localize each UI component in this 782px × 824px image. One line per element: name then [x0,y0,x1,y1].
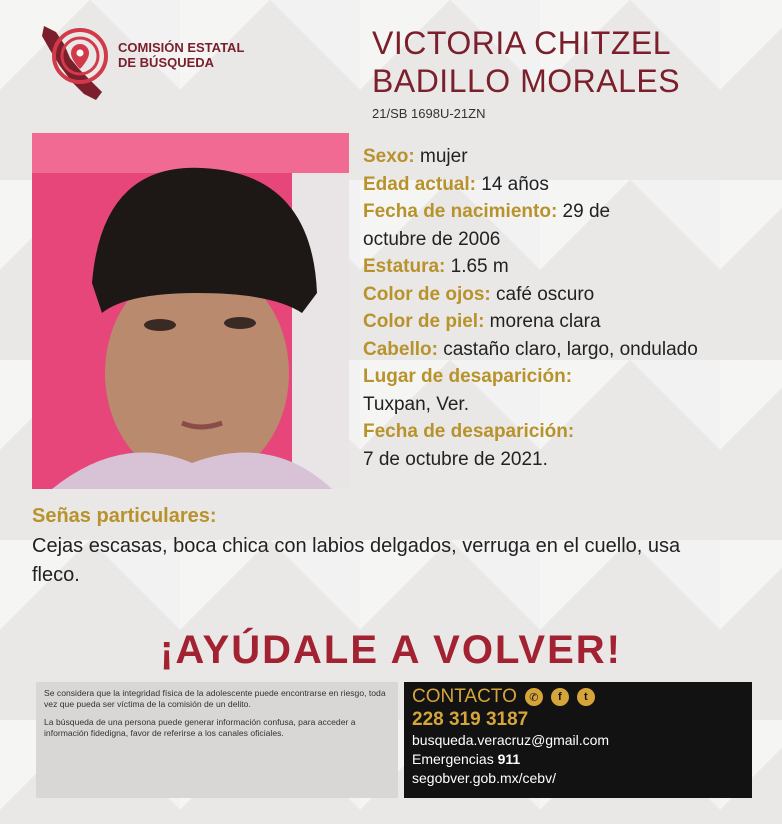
portrait-illustration [32,133,349,489]
veracruz-map-pin-icon [36,22,116,108]
detail-piel: Color de piel: morena clara [363,311,601,332]
detail-fecha-desap-value: 7 de octubre de 2021. [363,448,548,470]
name-line1: VICTORIA CHITZEL [372,25,672,61]
emergency-number[interactable]: 911 [497,751,521,767]
whatsapp-icon[interactable]: ✆ [525,688,543,706]
contact-box [404,682,752,798]
person-photo [32,133,349,489]
contact-phone[interactable]: 228 319 3187 [412,709,529,730]
disclaimer [36,682,398,798]
detail-fecha-desap: Fecha de desaparición: [363,421,575,442]
distinguishing-marks-title: Señas particulares: [32,505,217,527]
detail-sexo: Sexo: mujer [363,146,468,167]
contact-website[interactable]: segobver.gob.mx/cebv/ [412,770,556,786]
contact-title: CONTACTO [412,686,517,707]
detail-edad: Edad actual: 14 años [363,173,549,195]
agency-name-line1: COMISIÓN ESTATAL [118,40,245,55]
name-line2: BADILLO MORALES [372,63,681,99]
distinguishing-marks-text: Cejas escasas, boca chica con labios delgados, verruga en el cuello, usa fleco. [32,535,681,586]
detail-ojos: Color de ojos: café oscuro [363,283,595,305]
contact-emergency: Emergencias 911 [412,751,521,767]
contact-email[interactable]: busqueda.veracruz@gmail.com [412,732,610,748]
facebook-icon[interactable]: f [551,688,569,706]
detail-nacimiento: Fecha de nacimiento: 29 de [363,201,611,222]
disclaimer-paragraph-2: La búsqueda de una persona puede generar información confusa, para acceder a información fidedigna, favor de referirse a los canales oficiales. [44,717,356,738]
agency-logo [36,22,266,112]
contact-header [412,686,744,708]
detail-lugar: Lugar de desaparición: [363,366,573,387]
case-folio: 21/SB 1698U-21ZN [372,106,486,121]
headline: ¡AYÚDALE A VOLVER! [160,628,622,672]
person-name [372,24,680,100]
twitter-icon[interactable]: t [577,688,595,706]
detail-lugar-value: Tuxpan, Ver. [363,393,469,415]
agency-name [118,40,244,70]
disclaimer-paragraph-1: Se considera que la integridad física de la adolescente puede encontrarse en riesgo, toda vez que pueda ser víctima de la comisión de un delito. [44,688,386,709]
person-details [363,143,782,473]
detail-cabello: Cabello: castaño claro, largo, ondulado [363,338,698,360]
detail-nacimiento-cont: octubre de 2006 [363,228,501,250]
agency-name-line2: DE BÚSQUEDA [118,55,215,70]
detail-estatura: Estatura: 1.65 m [363,256,509,277]
